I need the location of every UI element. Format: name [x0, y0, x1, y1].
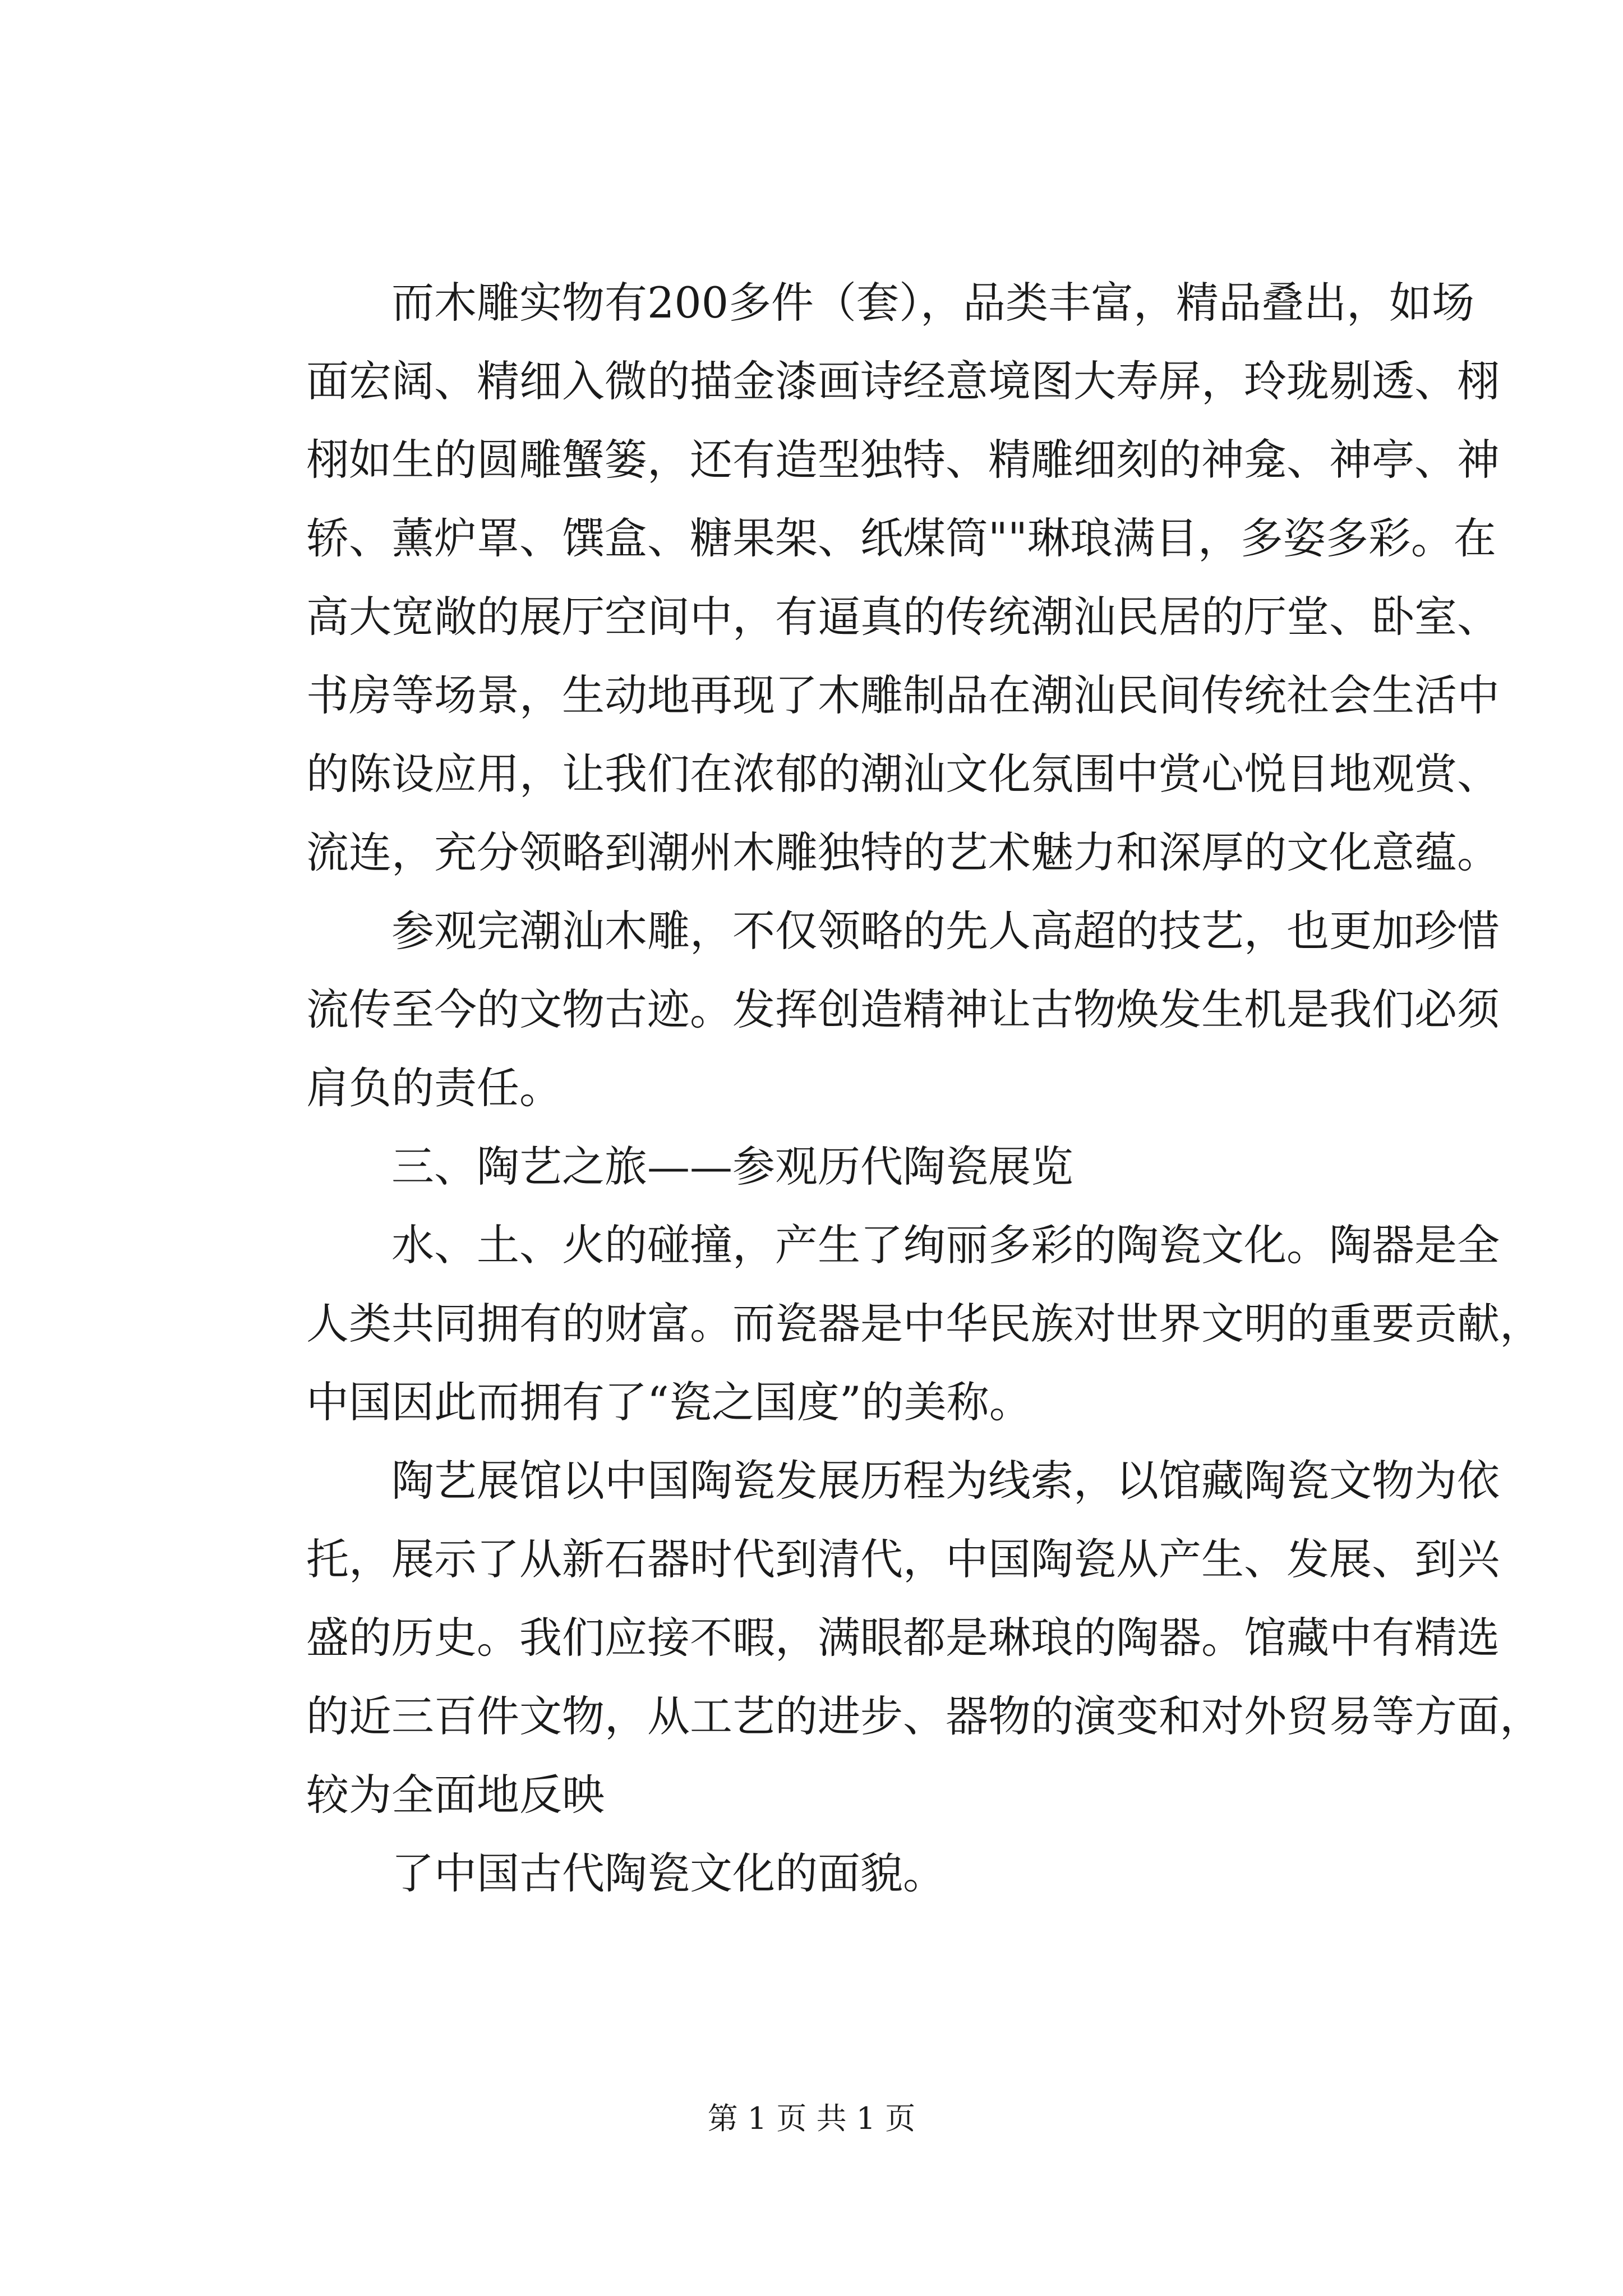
text-line: 水、土、火的碰撞，产生了绚丽多彩的陶瓷文化。陶器是全: [391, 1220, 1500, 1270]
text-line: 栩如生的圆雕蟹篓，还有造型独特、精雕细刻的神龛、神亭、神: [306, 435, 1500, 485]
text-line: 流连，充分领略到潮州木雕独特的艺术魅力和深厚的文化意蕴。: [306, 827, 1500, 877]
text-line: 参观完潮汕木雕，不仅领略的先人高超的技艺，也更加珍惜: [391, 906, 1500, 956]
text-line: 盛的历史。我们应接不暇，满眼都是琳琅的陶器。馆藏中有精选: [306, 1613, 1500, 1663]
text-line: 高大宽敞的展厅空间中，有逼真的传统潮汕民居的厅堂、卧室、: [306, 592, 1500, 642]
text-line: 中国因此而拥有了“瓷之国度”的美称。: [306, 1377, 1032, 1427]
section-heading: 三、陶艺之旅——参观历代陶瓷展览: [391, 1142, 1073, 1191]
text-line: 的近三百件文物，从工艺的进步、器物的演变和对外贸易等方面，: [306, 1691, 1542, 1741]
page-number: 第 1 页 共 1 页: [707, 2101, 916, 2136]
text-line: 轿、薰炉罩、馔盒、糖果架、纸煤筒""琳琅满目，多姿多彩。在: [306, 513, 1496, 563]
text-line: 较为全面地反映: [306, 1770, 605, 1820]
text-line: 人类共同拥有的财富。而瓷器是中华民族对世界文明的重要贡献，: [306, 1299, 1542, 1349]
text-line: 而木雕实物有200多件（套），品类丰富，精品叠出，如场: [391, 278, 1475, 328]
text-line: 的陈设应用，让我们在浓郁的潮汕文化氛围中赏心悦目地观赏、: [306, 749, 1500, 799]
text-line: 流传至今的文物古迹。发挥创造精神让古物焕发生机是我们必须: [306, 984, 1500, 1034]
text-line: 面宏阔、精细入微的描金漆画诗经意境图大寿屏，玲珑剔透、栩: [306, 356, 1500, 406]
text-line: 陶艺展馆以中国陶瓷发展历程为线索，以馆藏陶瓷文物为依: [391, 1456, 1500, 1506]
text-line: 肩负的责任。: [306, 1063, 562, 1113]
text-line: 书房等场景，生动地再现了木雕制品在潮汕民间传统社会生活中: [306, 670, 1500, 720]
page-footer: [0, 2099, 1623, 2138]
text-line: 托，展示了从新石器时代到清代，中国陶瓷从产生、发展、到兴: [306, 1534, 1500, 1584]
text-line: 了中国古代陶瓷文化的面貌。: [391, 1848, 946, 1898]
document-body: [306, 264, 1542, 1913]
